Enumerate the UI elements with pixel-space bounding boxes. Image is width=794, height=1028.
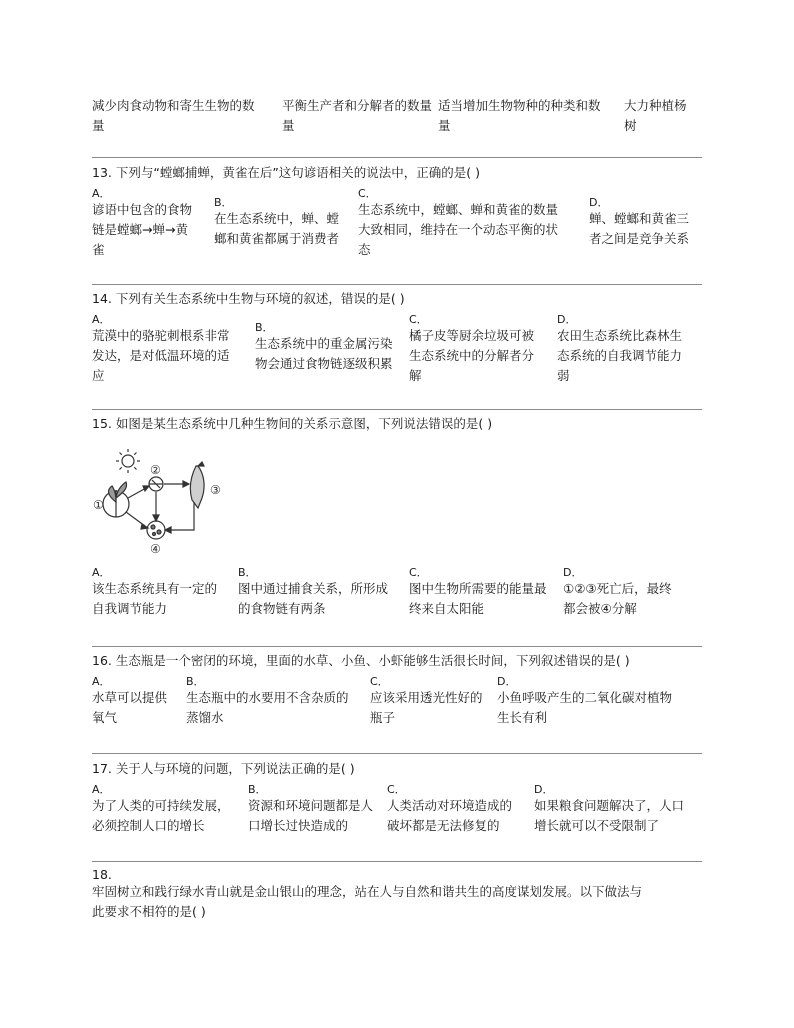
- q18-stem: 牢固树立和践行绿水青山就是金山银山的理念，站在人与自然和谐共生的高度谋划发展。以下做法与 此要求不相符的是( ): [92, 884, 643, 919]
- bird-icon: [190, 462, 204, 508]
- q12-option-a: 减少肉食动物和寄生生物的数 量: [92, 98, 255, 133]
- flow-arrows: [126, 481, 194, 533]
- q17-option-b-letter: B．: [248, 783, 267, 796]
- q14-option-d-letter: D．: [557, 313, 577, 326]
- q17-option-a-letter: A．: [92, 783, 111, 796]
- q14-option-a-letter: A．: [92, 313, 111, 326]
- q13-option-a-letter: A．: [92, 187, 111, 200]
- q17-option-c-letter: C．: [387, 783, 406, 796]
- q12-option-c: 适当增加生物物种的种类和数 量: [438, 98, 601, 133]
- divider: [92, 646, 702, 647]
- q15-stem: 15. 如图是某生态系统中几种生物间的关系示意图，下列说法错误的是( ): [92, 416, 493, 431]
- q15-option-c-text: 图中生物所需要的能量最 终来自太阳能: [409, 581, 547, 616]
- q17-option-a-text: 为了人类的可持续发展， 必须控制人口的增长: [92, 798, 230, 833]
- q17-stem: 17. 关于人与环境的问题，下列说法正确的是( ): [92, 761, 355, 776]
- q17-option-d-text: 如果粮食问题解决了，人口 增长就可以不受限制了: [534, 798, 685, 833]
- q13-option-d-text: 蝉、螳螂和黄雀三 者之间是竞争关系: [589, 211, 690, 246]
- q14-option-b-text: 生态系统中的重金属污染 物会通过食物链逐级积累: [255, 336, 393, 371]
- diagram-label-1: ①: [93, 498, 104, 512]
- q16-option-c-letter: C．: [370, 675, 389, 688]
- diagram-label-4: ④: [150, 542, 161, 556]
- q14-option-c-text: 橘子皮等厨余垃圾可被 生态系统中的分解者分 解: [409, 328, 535, 383]
- diagram-label-2: ②: [150, 463, 161, 477]
- q16-option-b-text: 生态瓶中的水要用不含杂质的 蒸馏水: [186, 690, 349, 725]
- q16-option-b-letter: B．: [186, 675, 205, 688]
- q16-option-d-letter: D．: [497, 675, 517, 688]
- q15-option-b-text: 图中通过捕食关系，所形成 的食物链有两条: [238, 581, 389, 616]
- decomposer-icon: [147, 521, 165, 539]
- q14-option-d-text: 农田生态系统比森林生 态系统的自我调节能力 弱: [557, 328, 683, 383]
- q13-option-c-letter: C．: [358, 187, 377, 200]
- q16-option-a-letter: A．: [92, 675, 111, 688]
- plant-icon: [103, 482, 129, 517]
- ecosystem-diagram: [88, 446, 238, 558]
- divider: [92, 284, 702, 285]
- q13-option-b-text: 在生态系统中，蝉、螳 螂和黄雀都属于消费者: [214, 211, 340, 246]
- q15-option-c-letter: C．: [409, 566, 428, 579]
- divider: [92, 409, 702, 410]
- q12-option-d: 大力种植杨 树: [624, 98, 687, 133]
- divider: [92, 753, 702, 754]
- q14-stem: 14. 下列有关生态系统中生物与环境的叙述，错误的是( ): [92, 291, 405, 306]
- q13-stem: 13. 下列与“螳螂捕蝉，黄雀在后”这句谚语相关的说法中，正确的是( ): [92, 165, 481, 180]
- q17-option-d-letter: D．: [534, 783, 554, 796]
- q16-stem: 16. 生态瓶是一个密闭的环境，里面的水草、小鱼、小虾能够生活很长时间，下列叙述错误的是( ): [92, 653, 630, 668]
- q18-number: 18.: [92, 867, 112, 882]
- q13-option-b-letter: B．: [214, 196, 233, 209]
- q13-option-a-text: 谚语中包含的食物 链是螳螂→蝉→黄 雀: [92, 202, 193, 257]
- q15-option-b-letter: B．: [238, 566, 257, 579]
- diagram-label-3: ③: [210, 483, 221, 497]
- q16-option-d-text: 小鱼呼吸产生的二氧化碳对植物 生长有利: [497, 690, 673, 725]
- q12-option-b: 平衡生产者和分解者的数量 量: [282, 98, 433, 133]
- divider: [92, 157, 702, 158]
- q16-option-a-text: 水草可以提供 氧气: [92, 690, 168, 725]
- q16-option-c-text: 应该采用透光性好的 瓶子: [370, 690, 483, 725]
- q15-option-a-letter: A．: [92, 566, 111, 579]
- q15-option-d-letter: D．: [563, 566, 583, 579]
- q14-option-c-letter: C．: [409, 313, 428, 326]
- divider: [92, 861, 702, 862]
- q13-option-d-letter: D．: [589, 196, 609, 209]
- sun-icon: [116, 449, 140, 473]
- q17-option-b-text: 资源和环境问题都是人 口增长过快造成的: [248, 798, 374, 833]
- q17-option-c-text: 人类活动对环境造成的 破坏都是无法修复的: [387, 798, 513, 833]
- q15-option-d-text: ①②③死亡后，最终 都会被④分解: [563, 581, 672, 616]
- q14-option-a-text: 荒漠中的骆驼刺根系非常 发达，是对低温环境的适 应: [92, 328, 230, 383]
- q15-option-a-text: 该生态系统具有一定的 自我调节能力: [92, 581, 218, 616]
- insect-icon: [149, 477, 163, 491]
- q13-option-c-text: 生态系统中，螳螂、蝉和黄雀的数量 大致相同，维持在一个动态平衡的状 态: [358, 202, 559, 257]
- q14-option-b-letter: B．: [255, 321, 274, 334]
